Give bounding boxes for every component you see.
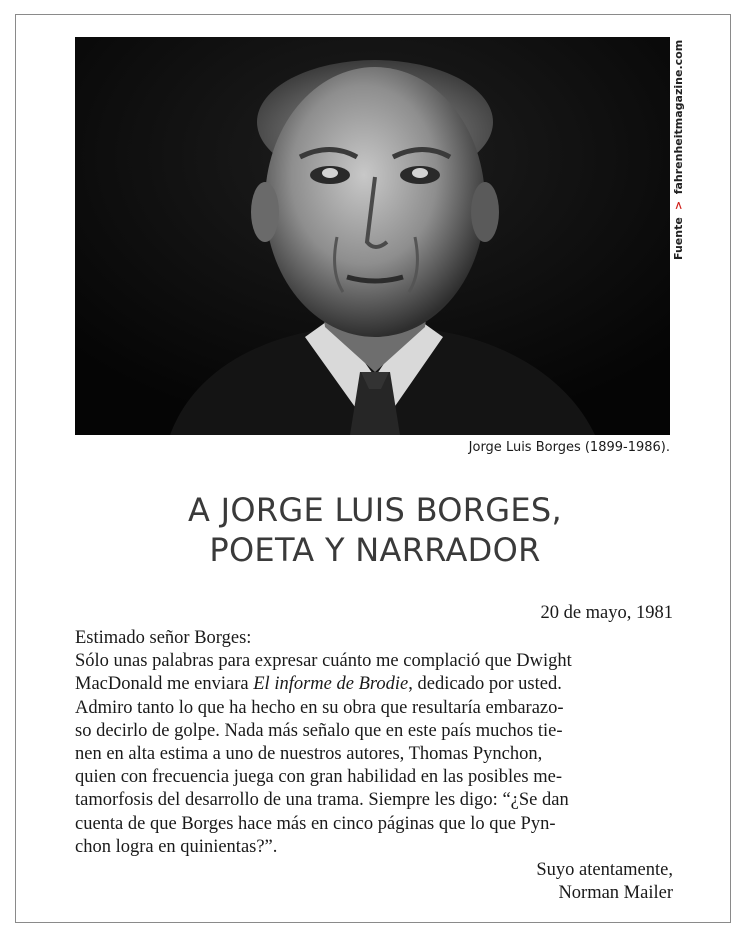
letter-line: cuenta de que Borges hace más en cinco páginas que lo que Pyn- xyxy=(75,813,556,834)
letter-line: nen en alta estima a uno de nuestros autores, Thomas Pynchon, xyxy=(75,744,543,765)
letter-line: chon logra en quinientas?”. xyxy=(75,836,278,857)
letter-signature: Norman Mailer xyxy=(558,883,673,903)
letter-signoff xyxy=(536,859,673,905)
letter-body xyxy=(75,627,675,859)
photo-caption: Jorge Luis Borges (1899-1986). xyxy=(468,440,670,455)
photo-source-credit xyxy=(672,40,690,260)
letter-line-part: , dedicado por usted. xyxy=(408,674,562,695)
letter-line: so decirlo de golpe. Nada más señalo que en este país muchos tie- xyxy=(75,720,563,741)
borges-portrait-photo xyxy=(75,37,670,435)
article-title xyxy=(0,490,750,570)
letter-line: quien con frecuencia juega con gran habilidad en las posibles me- xyxy=(75,767,562,788)
title-line-2: POETA Y NARRADOR xyxy=(209,531,541,569)
letter-line: Sólo unas palabras para expresar cuánto me complació que Dwight xyxy=(75,651,572,672)
source-site: fahrenheitmagazine.com xyxy=(672,39,685,195)
letter-line: Admiro tanto lo que ha hecho en su obra que resultaría embarazo- xyxy=(75,697,564,718)
letter-date: 20 de mayo, 1981 xyxy=(540,603,673,623)
source-label: Fuente xyxy=(672,217,685,260)
source-arrow-icon: > xyxy=(672,201,685,211)
letter-closing: Suyo atentamente, xyxy=(536,860,673,880)
letter-greeting: Estimado señor Borges: xyxy=(75,628,252,648)
letter-line: tamorfosis del desarrollo de una trama. Siempre les digo: “¿Se dan xyxy=(75,790,569,811)
letter-line xyxy=(75,673,675,696)
title-line-1: A JORGE LUIS BORGES, xyxy=(188,491,562,529)
portrait-illustration xyxy=(75,37,670,435)
book-title: El informe de Brodie xyxy=(253,674,409,695)
letter-line-part: MacDonald me enviara xyxy=(75,674,254,695)
